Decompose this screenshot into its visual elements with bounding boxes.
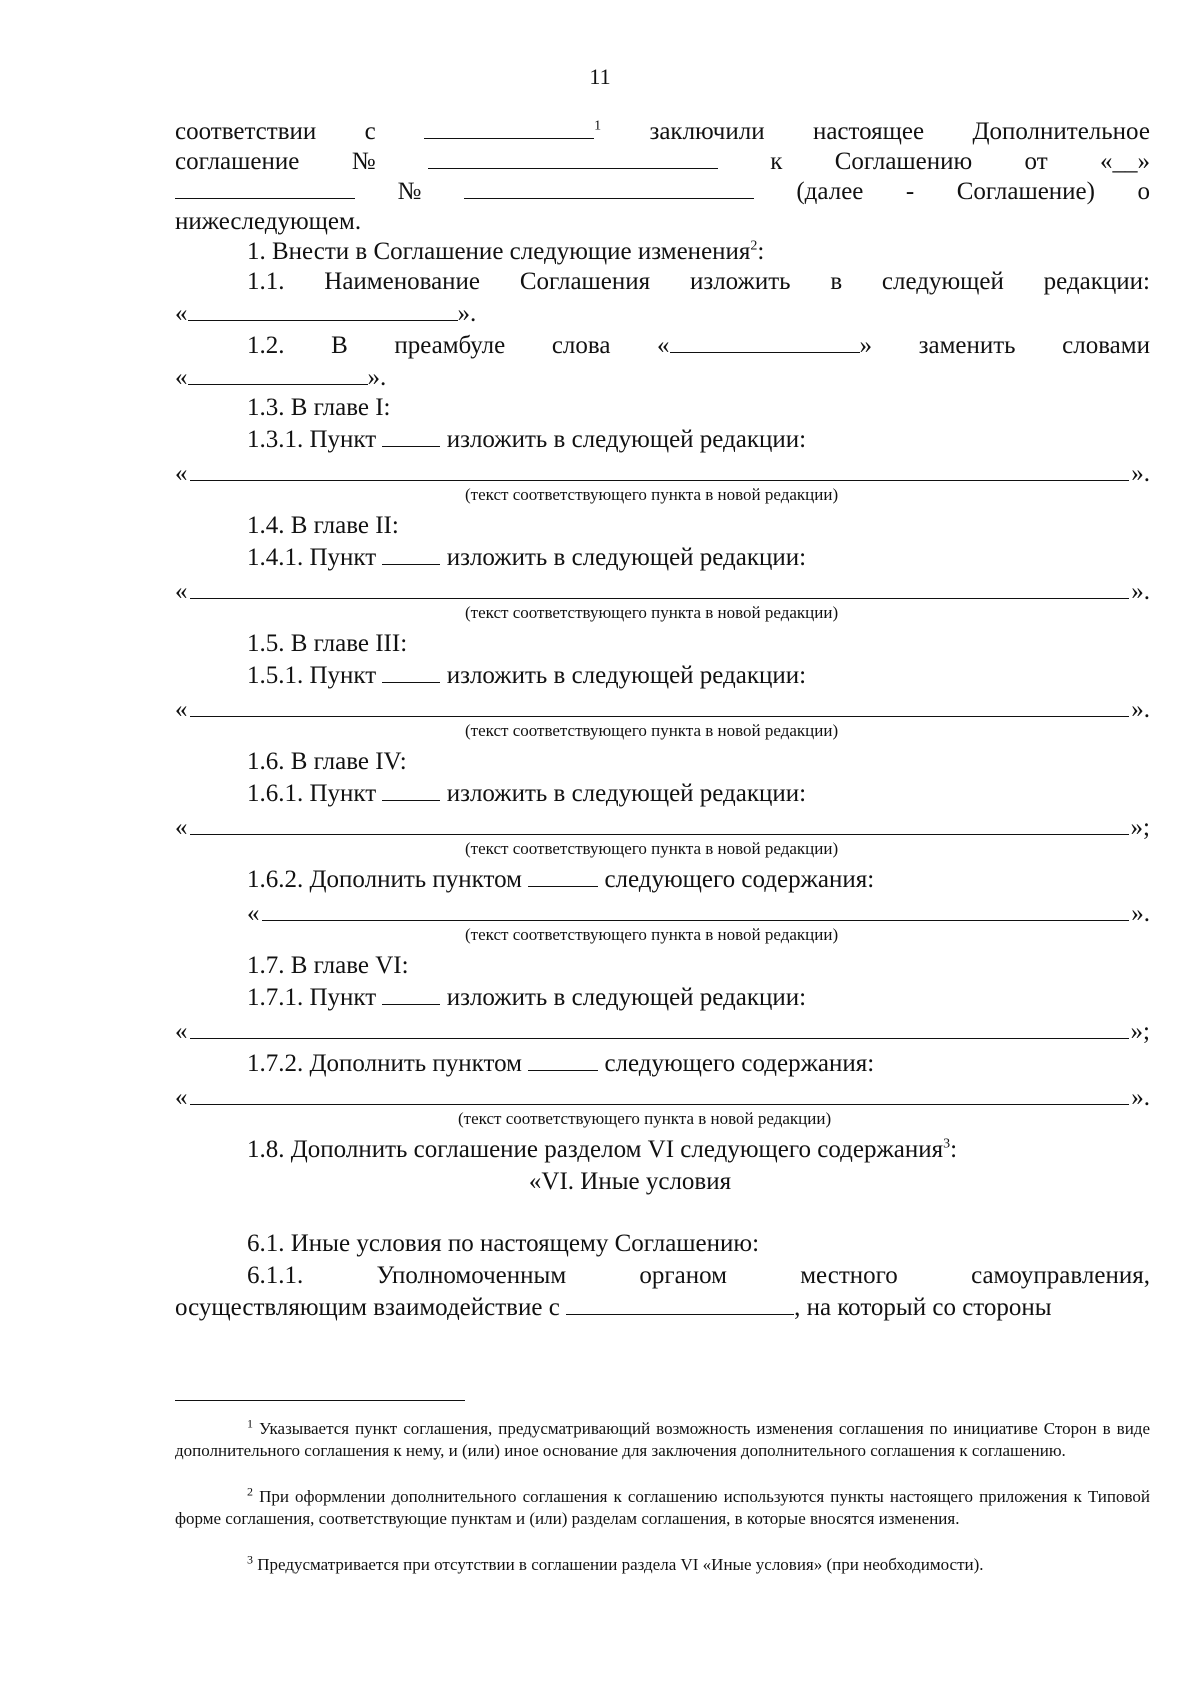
text: 1.5.1. Пункт: [247, 662, 377, 689]
text: «: [175, 300, 188, 327]
blank-field: « »: [657, 332, 873, 359]
intro-line-1: [175, 116, 1150, 148]
text: ».: [457, 300, 477, 327]
blank-field: [382, 660, 440, 683]
blank-field: [190, 574, 1130, 599]
footnote-ref: 1: [594, 118, 602, 134]
blank-field: [175, 176, 355, 199]
intro-line-3: [175, 176, 1150, 208]
text: Уполномоченным: [376, 1262, 567, 1289]
item-1-4-1: [175, 542, 1200, 574]
text: о: [1137, 178, 1150, 205]
item-1-5: 1.5. В главе III:: [247, 630, 408, 657]
hint-text: (текст соответствующего пункта в новой редакции): [465, 721, 839, 740]
blank-field: [528, 1048, 598, 1071]
hint-text: (текст соответствующего пункта в новой редакции): [465, 839, 839, 858]
item-1-1-quote: [175, 298, 1150, 330]
item-1-6-1: [175, 778, 1200, 810]
text: 1.1.: [247, 268, 285, 295]
text: «__»: [1099, 148, 1150, 175]
item-1-8: [175, 1134, 1200, 1166]
text: органом: [639, 1262, 727, 1289]
text: «: [247, 900, 260, 927]
intro-line-4: нижеследующем.: [175, 208, 362, 235]
footnote-number: 3: [247, 1552, 253, 1567]
text: 1.4.1. Пункт: [247, 544, 377, 571]
item-1-6: 1.6. В главе IV:: [247, 748, 407, 775]
text: заключили: [649, 118, 765, 145]
text: Дополнительное: [972, 118, 1150, 145]
text: преамбуле: [394, 332, 506, 359]
text: -: [905, 178, 915, 205]
text: соответствии: [175, 118, 317, 145]
hint-text: (текст соответствующего пункта в новой редакции): [465, 925, 839, 944]
text: ».: [1131, 578, 1150, 605]
item-1-3-1: [175, 424, 1200, 456]
text: ».: [1131, 1084, 1150, 1111]
text: редакции:: [1043, 268, 1150, 295]
footnote-3: [175, 1554, 1150, 1576]
text: ».: [1131, 460, 1150, 487]
text: к: [770, 148, 783, 175]
text: настоящее: [812, 118, 925, 145]
text: слова: [551, 332, 611, 359]
text: 1.6.2. Дополнить пунктом: [247, 866, 522, 893]
item-1-7: 1.7. В главе VI:: [247, 952, 409, 979]
blank-field: [262, 896, 1130, 921]
footnote-text: Предусматривается при отсутствии в соглашении раздела VI «Иные условия» (при необходимости).: [257, 1555, 984, 1574]
hint-text: (текст соответствующего пункта в новой редакции): [458, 1109, 832, 1128]
item-1-2: [247, 330, 1150, 362]
text: соглашение: [175, 148, 300, 175]
text: 1.7.2. Дополнить пунктом: [247, 1050, 522, 1077]
text: следующей: [881, 268, 1004, 295]
text: Соглашения: [519, 268, 651, 295]
item-1-5-1: [175, 660, 1200, 692]
blank-field: [528, 864, 598, 887]
text: 1.8. Дополнить соглашение разделом VI следующего содержания: [247, 1136, 944, 1163]
blank-field: [382, 542, 440, 565]
footnote-1: [175, 1418, 1150, 1462]
item-6-1-1-line2: [175, 1292, 1150, 1324]
intro-line-2: [175, 146, 1150, 178]
text: Наименование: [324, 268, 481, 295]
text: следующего содержания:: [604, 1050, 875, 1077]
text: «: [175, 578, 188, 605]
blank-field: [188, 362, 368, 385]
item-6-1-1: [247, 1260, 1150, 1292]
text: «: [175, 814, 188, 841]
quote-line: [175, 1014, 1150, 1048]
text: «: [175, 1018, 188, 1045]
text: изложить в следующей редакции:: [446, 662, 807, 689]
footnote-ref: 3: [943, 1136, 951, 1152]
item-1-7-1: [175, 982, 1200, 1014]
item-1-3: 1.3. В главе I:: [247, 394, 391, 421]
footnote-number: 1: [247, 1416, 253, 1431]
footnote-separator: [175, 1400, 465, 1401]
text: :: [757, 238, 765, 265]
hint-text: (текст соответствующего пункта в новой редакции): [465, 485, 839, 504]
text: изложить: [689, 268, 791, 295]
blank-field: [424, 116, 601, 148]
text: в: [830, 268, 843, 295]
text: самоуправления,: [971, 1262, 1150, 1289]
text: 1.7.1. Пункт: [247, 984, 377, 1011]
text: В: [331, 332, 348, 359]
text: изложить в следующей редакции:: [446, 426, 807, 453]
text: Соглашению: [834, 148, 973, 175]
text: местного: [800, 1262, 898, 1289]
blank-field: [190, 810, 1129, 835]
text: «: [175, 460, 188, 487]
text: 6.1.1.: [247, 1262, 304, 1289]
blank-field: [566, 1292, 794, 1315]
blank-field: [188, 298, 458, 321]
text: словами: [1062, 332, 1150, 359]
text: 1.6.1. Пункт: [247, 780, 377, 807]
item-1: [175, 236, 1200, 268]
blank-field: [382, 778, 440, 801]
text: изложить в следующей редакции:: [446, 544, 807, 571]
blank-field: [382, 982, 440, 1005]
text: ».: [1131, 900, 1150, 927]
blank-field: [190, 1014, 1129, 1039]
blank-field: [428, 146, 718, 169]
item-1-4: 1.4. В главе II:: [247, 512, 399, 539]
hint-text: (текст соответствующего пункта в новой редакции): [465, 603, 839, 622]
text: от: [1024, 148, 1048, 175]
page-number: 11: [589, 64, 611, 89]
text: заменить: [918, 332, 1016, 359]
item-6-1: 6.1. Иные условия по настоящему Соглашению:: [247, 1230, 760, 1257]
blank-field: [190, 692, 1130, 717]
text: , на который со стороны: [794, 1294, 1052, 1321]
text: :: [950, 1136, 958, 1163]
text: следующего содержания:: [604, 866, 875, 893]
text: №: [351, 148, 376, 175]
text: «: [175, 1084, 188, 1111]
text: №: [397, 178, 422, 205]
footnote-ref: 2: [750, 238, 758, 254]
item-1-7-2: [175, 1048, 1200, 1080]
item-1-6-2: [175, 864, 1200, 896]
text: »;: [1130, 814, 1150, 841]
blank-field: [190, 1080, 1130, 1105]
blank-field: [464, 176, 754, 199]
item-1-1: [247, 266, 1150, 298]
footnote-number: 2: [247, 1484, 253, 1499]
text: «: [175, 696, 188, 723]
text: 1.3.1. Пункт: [247, 426, 377, 453]
footnote-text: При оформлении дополнительного соглашения к соглашению используются пункты настоящего приложения к Типовой форме соглашения, соответствующие пунктам и (или) разделам соглашения, в которые вносятся изменения.: [175, 1487, 1150, 1528]
section-title: «VI. Иные условия: [528, 1168, 732, 1195]
text: изложить в следующей редакции:: [446, 984, 807, 1011]
text: с: [364, 118, 376, 145]
blank-field: [382, 424, 440, 447]
text: »;: [1130, 1018, 1150, 1045]
blank-field: [190, 456, 1130, 481]
text: ».: [367, 364, 387, 391]
text: изложить в следующей редакции:: [446, 780, 807, 807]
text: 1. Внести в Соглашение следующие изменения: [247, 238, 751, 265]
text: (далее: [796, 178, 864, 205]
footnote-2: [175, 1486, 1150, 1530]
text: осуществляющим взаимодействие с: [175, 1294, 560, 1321]
text: «: [175, 364, 188, 391]
text: ».: [1131, 696, 1150, 723]
text: 1.2.: [247, 332, 285, 359]
item-1-2-quote: [175, 362, 1150, 394]
text: Соглашение): [956, 178, 1095, 205]
footnote-text: Указывается пункт соглашения, предусматривающий возможность изменения соглашения по инициативе Сторон в виде дополнительного соглашения к нему, и (или) иное основание для заключения дополнительного соглашения к соглашению.: [175, 1419, 1150, 1460]
